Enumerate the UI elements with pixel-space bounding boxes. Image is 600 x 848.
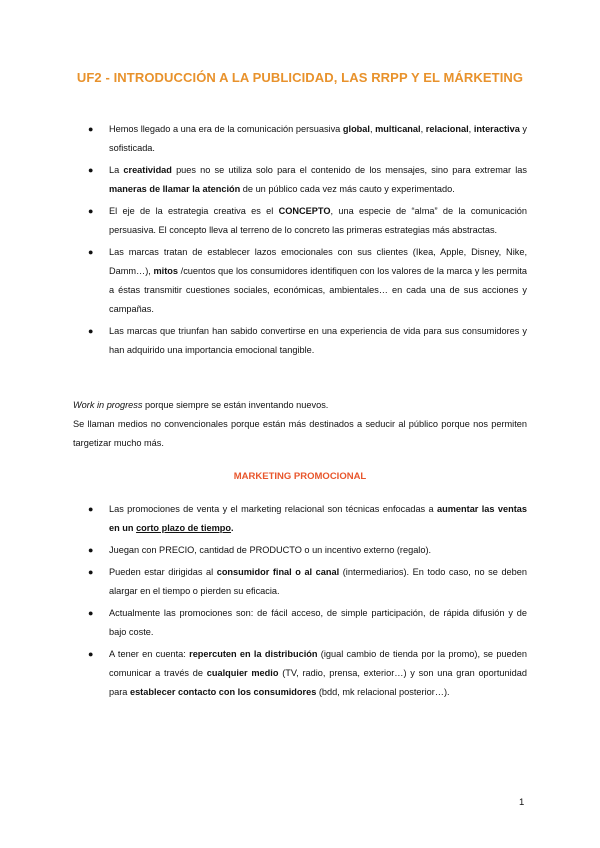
medios-paragraph — [73, 415, 527, 453]
text-segment: La — [109, 165, 124, 175]
bullet-icon: ● — [88, 326, 94, 336]
text-segment: A tener en cuenta: — [109, 649, 190, 659]
bullet-icon: ● — [88, 545, 94, 555]
list-item — [0, 161, 527, 199]
text-segment: multicanal — [375, 124, 421, 134]
text-segment: creatividad — [123, 165, 172, 175]
text-segment: , una especie de “alma” de la comunicación persuasiva. El concepto lleva al terreno de lo concreto las primeras estrategias más abstractas. — [109, 206, 527, 235]
text-segment: establecer contacto con los consumidores — [129, 687, 317, 697]
text-segment: , — [468, 124, 474, 134]
list-item — [0, 645, 527, 702]
page-title: UF2 - INTRODUCCIÓN A LA PUBLICIDAD, LAS RRPP Y EL MÁRKETING — [76, 70, 524, 85]
list-item — [0, 120, 527, 158]
text-segment: Hemos llegado a una era de la comunicación persuasiva — [109, 124, 343, 134]
text-segment: Pueden estar dirigidas al — [109, 567, 217, 577]
list-item — [0, 243, 527, 319]
text-segment: Actualmente las promociones son: de fácil acceso, de simple participación, de rápida difusión y de bajo coste. — [109, 608, 527, 637]
bullet-icon: ● — [88, 504, 94, 514]
text-segment: repercuten en la distribución — [189, 649, 318, 659]
list-item — [0, 322, 527, 360]
bullet-icon: ● — [88, 206, 94, 216]
medios-text: Se llaman medios no convencionales porque están más destinados a seducir al público porque nos permiten targetizar mucho más. — [73, 419, 527, 448]
text-segment: mitos — [153, 266, 179, 276]
text-segment: (TV, radio, prensa, exterior…) y son una gran oportunidad para — [109, 668, 527, 697]
text-segment: Juegan con PRECIO, cantidad de PRODUCTO o un incentivo externo (regalo). — [109, 545, 432, 555]
bullet-icon: ● — [88, 567, 94, 577]
text-segment: consumidor final o al canal — [216, 567, 340, 577]
text-segment: (intermediarios). En todo caso, no se deben alargar en el tiempo o pierden su eficacia. — [109, 567, 527, 596]
bullet-icon: ● — [88, 649, 94, 659]
text-segment: y sofisticada. — [109, 124, 528, 153]
section-subtitle: MARKETING PROMOCIONAL — [233, 471, 367, 482]
promo-bullet-list — [0, 500, 527, 705]
text-segment: Las promociones de venta y el marketing relacional son técnicas enfocadas a — [109, 504, 438, 514]
text-segment: , — [369, 124, 376, 134]
page-number: 1 — [519, 797, 525, 808]
list-item — [0, 500, 527, 538]
text-segment: Las marcas que triunfan han sabido convertirse en una experiencia de vida para sus consumidores y han adquirido una importancia emocional tangible. — [109, 326, 527, 355]
list-item — [0, 202, 527, 240]
text-segment: de un público cada vez más cauto y experimentado. — [240, 184, 455, 194]
text-segment: El eje de la estrategia creativa es el — [109, 206, 279, 216]
wip-italic: Work in progress — [73, 400, 143, 410]
wip-rest: porque siempre se están inventando nuevos. — [142, 400, 329, 410]
text-segment: interactiva — [473, 124, 520, 134]
text-segment: (igual cambio de tienda por la promo), se pueden comunicar a través de — [109, 649, 527, 678]
bullet-icon: ● — [88, 165, 94, 175]
text-segment: pues no se utiliza solo para el contenido de los mensajes, sino para extremar las — [171, 165, 527, 175]
text-segment: aumentar las ventas en un — [109, 504, 527, 533]
intro-bullet-list — [0, 120, 527, 363]
bullet-icon: ● — [88, 247, 94, 257]
work-in-progress-paragraph — [73, 396, 527, 415]
list-item — [0, 563, 527, 601]
list-item — [0, 541, 527, 560]
text-segment: , — [420, 124, 426, 134]
list-item — [0, 604, 527, 642]
text-segment: cualquier medio — [206, 668, 279, 678]
text-segment: maneras de llamar la atención — [109, 184, 241, 194]
text-segment: Las marcas tratan de establecer lazos emocionales con sus clientes (Ikea, Apple, Disney, Nike, Damm…), — [109, 247, 527, 276]
text-segment: global — [342, 124, 370, 134]
text-segment: relacional — [425, 124, 469, 134]
text-segment: . — [231, 523, 234, 533]
text-segment: CONCEPTO — [278, 206, 331, 216]
text-segment: /cuentos que los consumidores identifiquen con los valores de la marca y les permita a éstas transmitir cuestiones sociales, económicas, ambientales… en cada una de sus acciones y campañas. — [109, 266, 528, 314]
text-segment: corto plazo de tiempo — [136, 523, 232, 533]
bullet-icon: ● — [88, 608, 94, 618]
bullet-icon: ● — [88, 124, 94, 134]
text-segment: (bdd, mk relacional posterior…). — [316, 687, 450, 697]
